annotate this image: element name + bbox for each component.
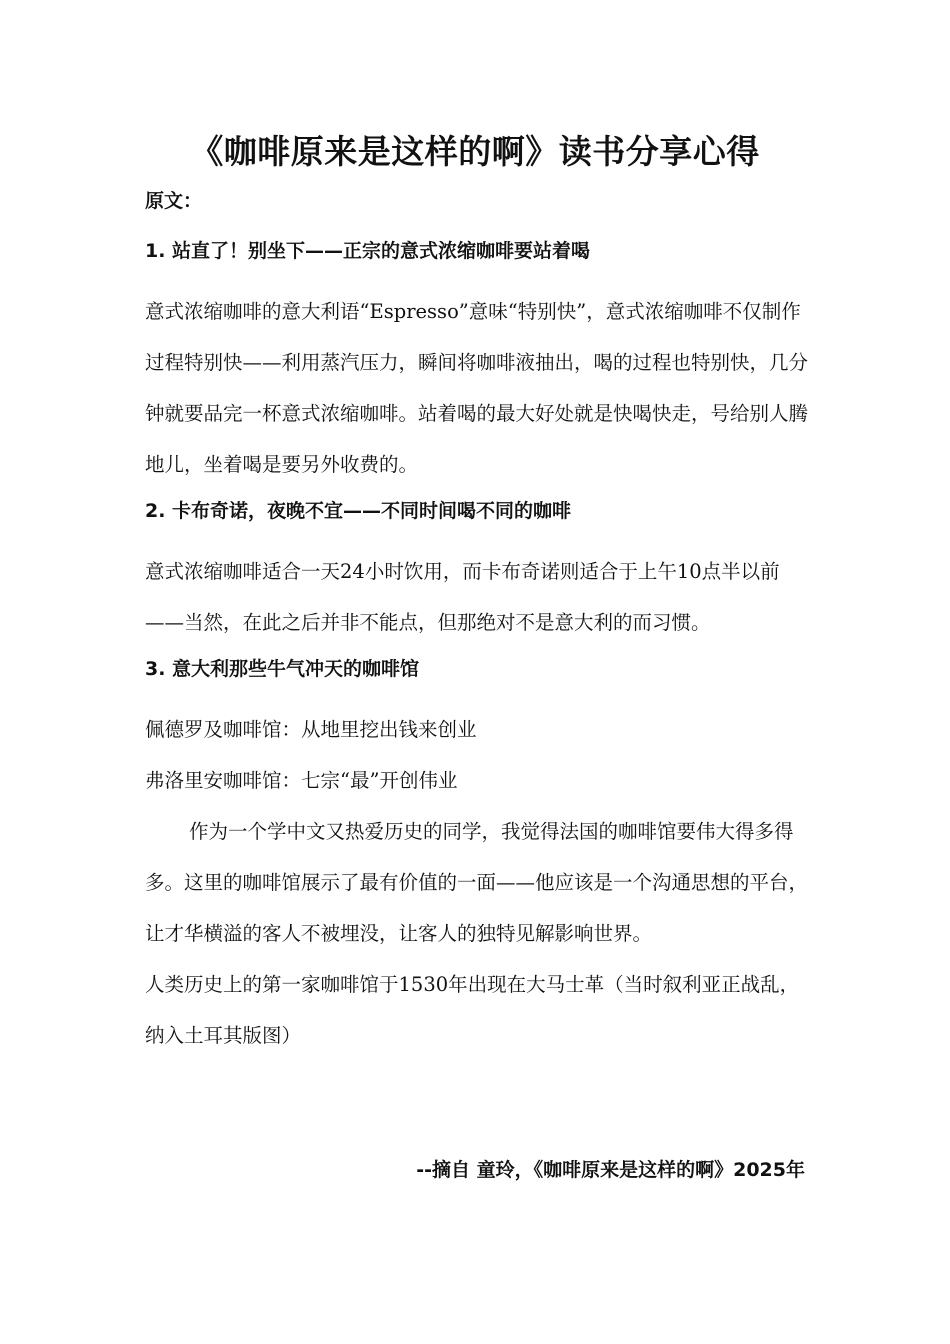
section-2-paragraph: 意式浓缩咖啡适合一天24小时饮用，而卡布奇诺则适合于上午10点半以前——当然，在此之后并非不能点，但那绝对不是意大利的而习惯。 [145, 560, 780, 634]
cafe-line-pedrocchi: 佩德罗及咖啡馆：从地里挖出钱来创业 [145, 718, 477, 741]
document-body [145, 186, 810, 1061]
document-title: 《咖啡原来是这样的啊》读书分享心得 [190, 132, 760, 171]
reflection-paragraph: 作为一个学中文又热爱历史的同学，我觉得法国的咖啡馆要伟大得多得多。这里的咖啡馆展示了最有价值的一面——他应该是一个沟通思想的平台，让才华横溢的客人不被埋没，让客人的独特见解影响世界。 [145, 820, 809, 945]
history-fact-paragraph: 人类历史上的第一家咖啡馆于1530年出现在大马士革（当时叙利亚正战乱，纳入土耳其版图） [145, 973, 800, 1047]
section-1-heading: 1. 站直了！别坐下——正宗的意式浓缩咖啡要站着喝 [145, 240, 591, 262]
section-3-heading: 3. 意大利那些牛气冲天的咖啡馆 [145, 658, 420, 680]
source-attribution: --摘自 童玲，《咖啡原来是这样的啊》2025年 [416, 1159, 805, 1181]
cafe-line-florian: 弗洛里安咖啡馆：七宗“最”开创伟业 [145, 769, 458, 792]
section-2-heading: 2. 卡布奇诺，夜晚不宜——不同时间喝不同的咖啡 [145, 500, 572, 522]
original-text-label: 原文： [145, 190, 203, 212]
section-1-paragraph: 意式浓缩咖啡的意大利语“Espresso”意味“特别快”，意式浓缩咖啡不仅制作过程特别快——利用蒸汽压力，瞬间将咖啡液抽出，喝的过程也特别快，几分钟就要品完一杯意式浓缩咖啡。站着喝的最大好处就是快喝快走，号给别人腾地儿，坐着喝是要另外收费的。 [145, 300, 809, 476]
